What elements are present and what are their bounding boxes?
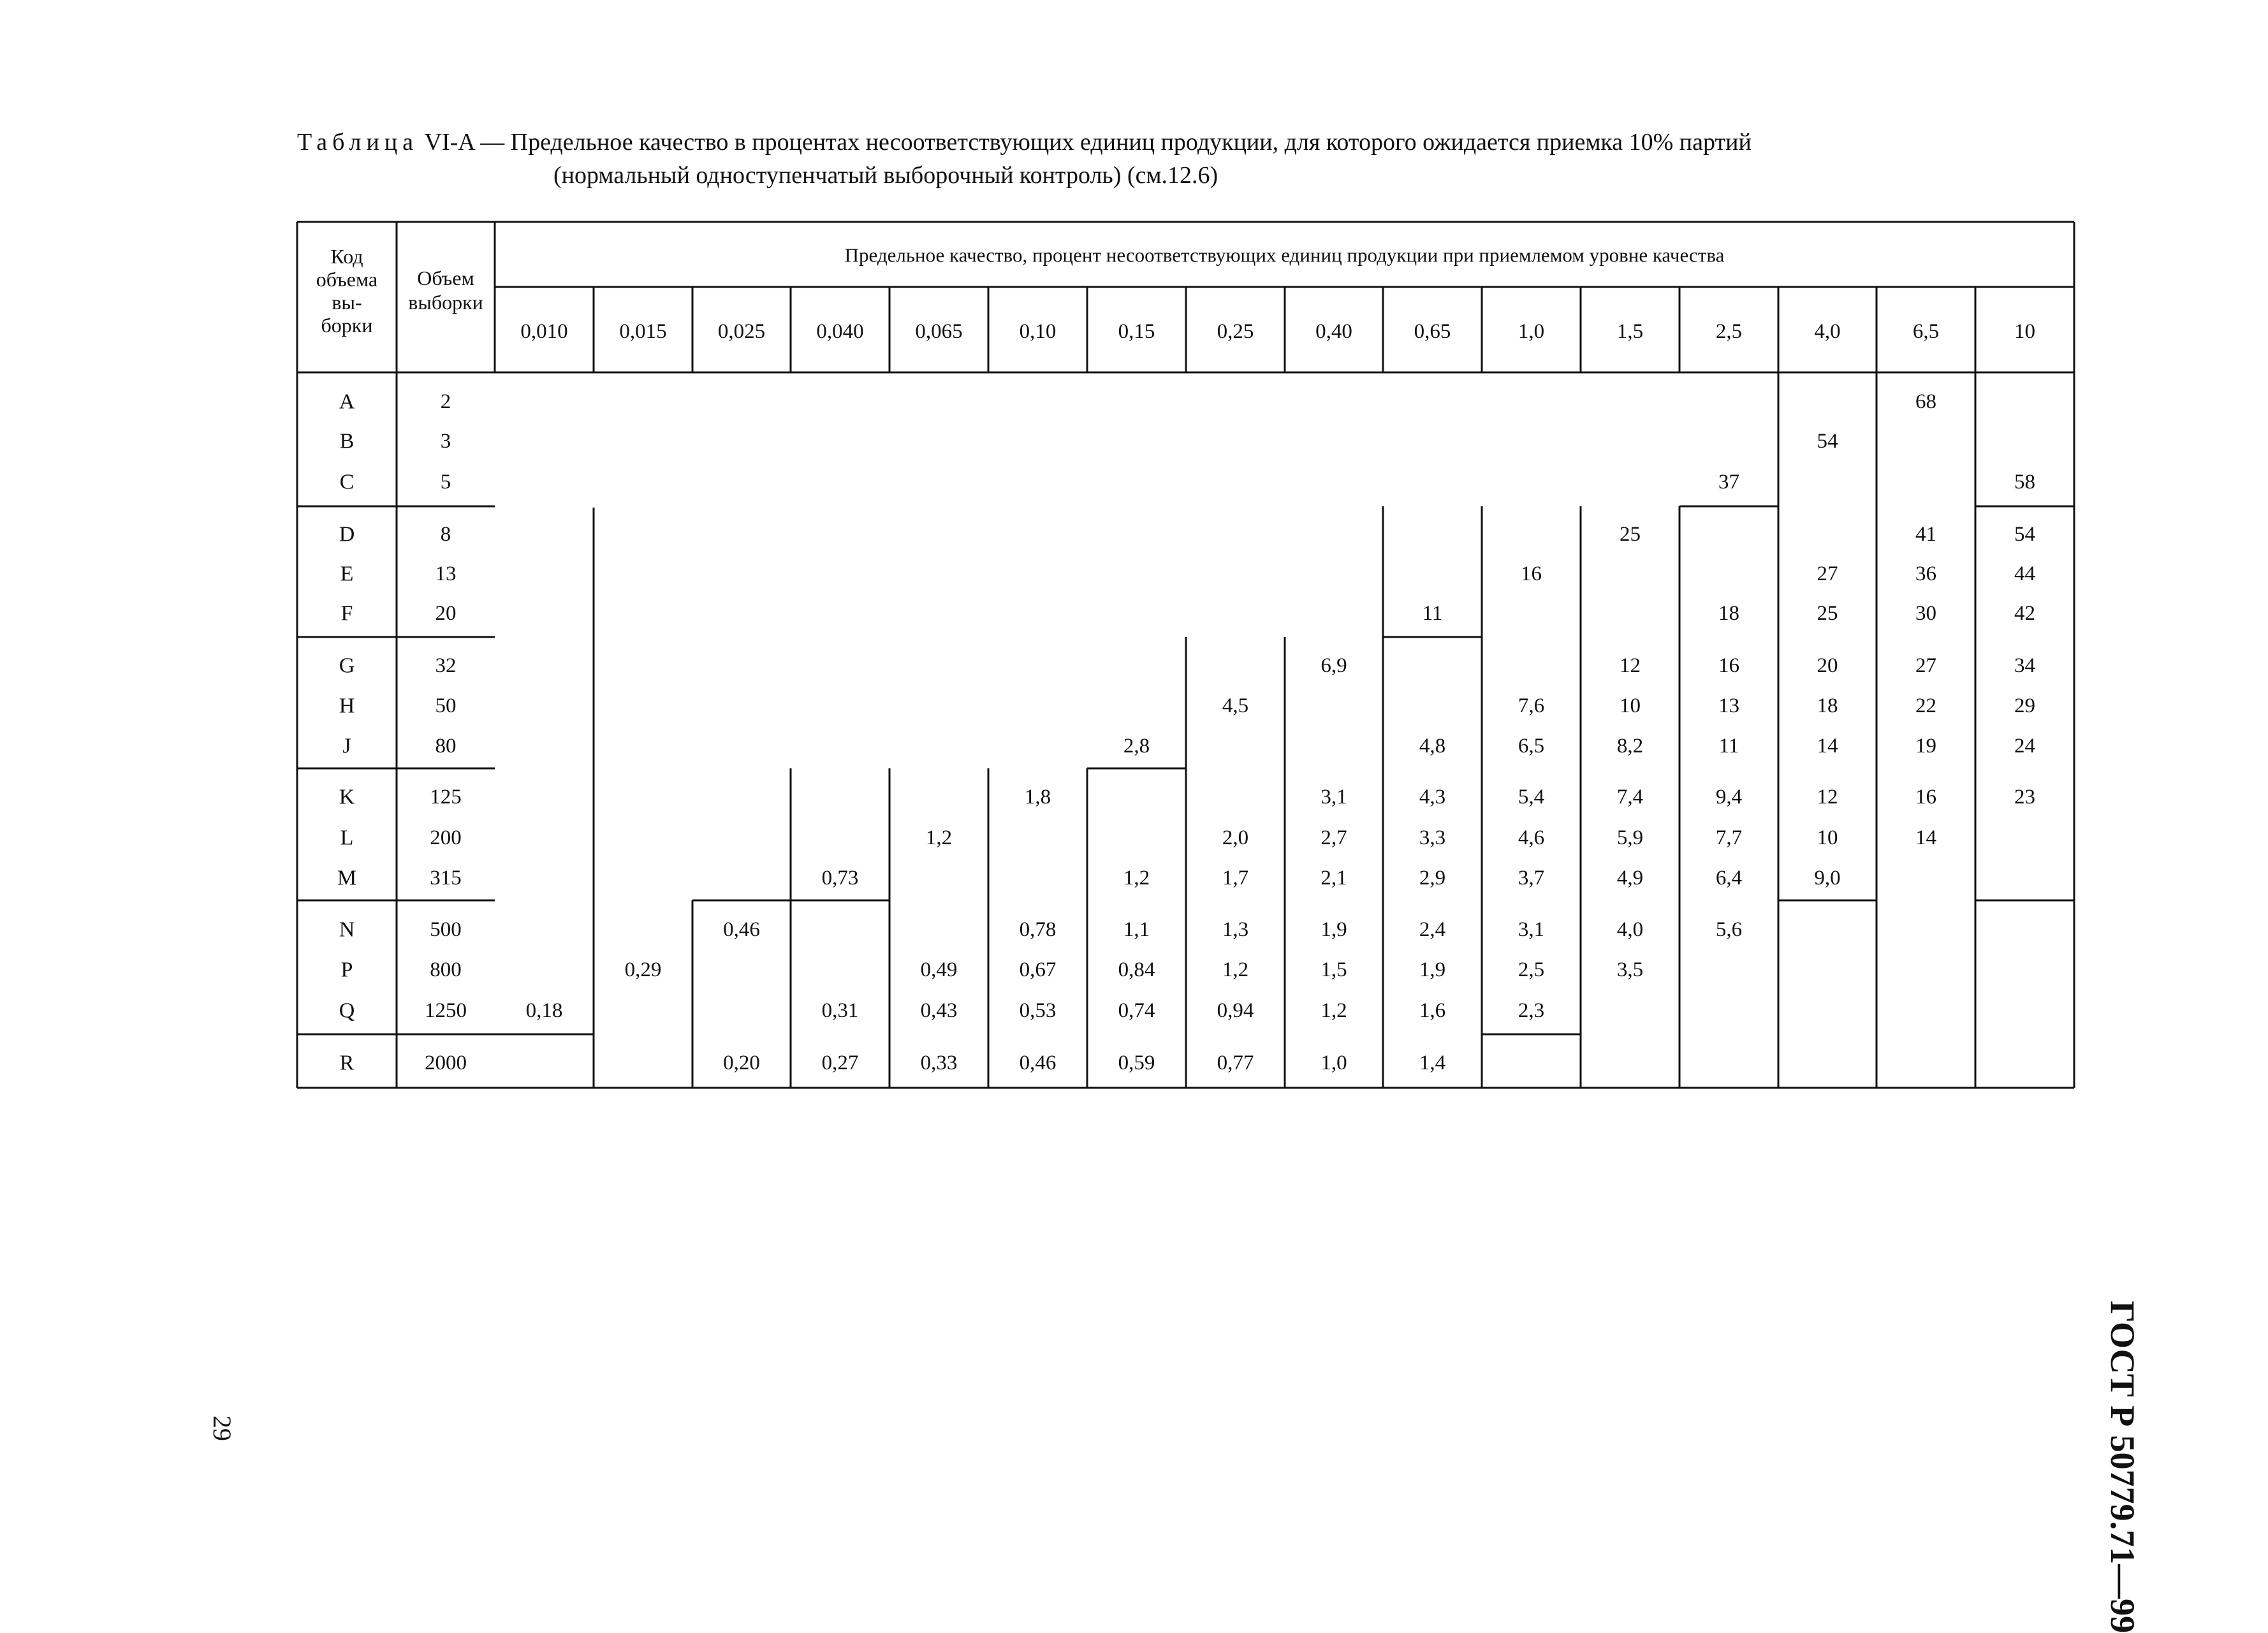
table-cell-value: 3,3 [1419, 826, 1446, 849]
table-cell-value: 1,3 [1222, 918, 1249, 941]
table-cell-value: 12 [1817, 786, 1838, 809]
header-aql-level: 6,5 [1912, 320, 1940, 343]
table-cell-value: 1,9 [1321, 918, 1347, 941]
row-code: Q [339, 999, 355, 1023]
header-aql-level: 0,025 [717, 320, 766, 343]
header-aql-level: 2,5 [1715, 320, 1743, 343]
table-cell-value: 14 [1915, 826, 1936, 849]
table-cell-value: 30 [1915, 602, 1936, 625]
table-cell-value: 22 [1915, 694, 1936, 717]
table-cell-value: 14 [1817, 735, 1838, 758]
table-cell-value: 11 [1422, 602, 1443, 625]
table-cell-value: 1,0 [1321, 1051, 1347, 1074]
row-sample-size: 1250 [425, 999, 467, 1022]
table-cell-value: 5,9 [1616, 826, 1644, 849]
table-cell-value: 0,78 [1019, 918, 1057, 941]
table-cell-value: 1,7 [1222, 867, 1249, 890]
table-cell-value: 3,1 [1321, 786, 1347, 809]
row-sample-size: 2 [440, 390, 451, 413]
table-cell-value: 0,59 [1118, 1051, 1155, 1074]
table-cell-value: 0,18 [525, 999, 563, 1022]
row-code: P [340, 958, 353, 982]
table-cell-value: 0,31 [821, 999, 859, 1022]
header-group-label: Предельное качество, процент несоответствующих единиц продукции при приемлемом уровне качества [844, 244, 1725, 267]
table-cell-value: 54 [1817, 430, 1838, 453]
table-caption-line2: (нормальный одноступенчатый выборочный контроль) (см.12.6) [553, 162, 1218, 189]
header-aql-level: 1,5 [1616, 320, 1644, 343]
row-code: A [339, 390, 355, 414]
table-cell-value: 10 [1817, 826, 1838, 849]
row-code: F [340, 601, 353, 626]
table-cell-value: 0,53 [1019, 999, 1057, 1022]
header-aql-level: 1,0 [1518, 320, 1545, 343]
table-cell-value: 44 [2014, 562, 2035, 585]
table-cell-value: 9,4 [1715, 786, 1743, 809]
table-cell-value: 2,5 [1518, 958, 1545, 981]
table-cell-value: 0,77 [1217, 1051, 1254, 1074]
table-cell-value: 16 [1521, 562, 1542, 585]
table-cell-value: 2,9 [1419, 867, 1446, 890]
table-cell-value: 0,74 [1118, 999, 1155, 1022]
table-cell-value: 16 [1718, 654, 1739, 677]
table-cell-value: 37 [1718, 471, 1739, 494]
table-cell-value: 6,5 [1518, 735, 1545, 758]
table-cell-value: 54 [2014, 523, 2035, 546]
table-cell-value: 18 [1718, 602, 1739, 625]
table-cell-value: 19 [1915, 735, 1936, 758]
table-cell-value: 0,94 [1217, 999, 1254, 1022]
row-code: R [339, 1051, 355, 1075]
table-cell-value: 1,2 [925, 826, 953, 849]
table-cell-value: 1,2 [1222, 958, 1249, 981]
table-cell-value: 0,46 [1019, 1051, 1057, 1074]
header-size-label: Объем [417, 267, 474, 289]
table-cell-value: 8,2 [1616, 735, 1644, 758]
table-cell-value: 2,1 [1321, 867, 1347, 890]
table-cell-value: 7,4 [1616, 786, 1644, 809]
page-number: 29 [208, 1416, 237, 1441]
table-cell-value: 27 [1817, 562, 1838, 585]
table-cell-value: 4,8 [1419, 735, 1446, 758]
row-sample-size: 315 [430, 867, 462, 890]
row-code: D [339, 522, 355, 546]
row-sample-size: 125 [430, 786, 462, 809]
header-aql-level: 0,40 [1315, 320, 1352, 343]
table-cell-value: 11 [1718, 735, 1739, 758]
header-aql-level: 0,65 [1414, 320, 1451, 343]
row-sample-size: 20 [435, 602, 457, 625]
header-aql-level: 0,040 [816, 320, 864, 343]
table-cell-value: 6,4 [1715, 867, 1743, 890]
header-code-label: вы- [332, 291, 362, 314]
header-aql-level: 0,15 [1118, 320, 1155, 343]
table-cell-value: 5,6 [1715, 918, 1743, 941]
row-code: M [337, 866, 357, 890]
table-cell-value: 3,7 [1518, 867, 1545, 890]
row-sample-size: 13 [435, 562, 457, 585]
table-cell-value: 34 [2014, 654, 2035, 677]
table-cell-value: 1,6 [1419, 999, 1446, 1022]
table-cell-value: 1,2 [1321, 999, 1347, 1022]
row-code: E [340, 562, 354, 586]
header-size-label: выборки [408, 291, 483, 314]
table-cell-value: 23 [2014, 786, 2035, 809]
table-cell-value: 2,8 [1123, 735, 1150, 758]
table-cell-value: 13 [1718, 694, 1739, 717]
table-cell-value: 1,1 [1123, 918, 1150, 941]
header-aql-level: 4,0 [1814, 320, 1841, 343]
table-cell-value: 41 [1915, 523, 1936, 546]
table-cell-value: 68 [1915, 390, 1936, 413]
row-sample-size: 500 [430, 918, 462, 941]
table-cell-value: 4,0 [1616, 918, 1644, 941]
table-cell-value: 16 [1915, 786, 1936, 809]
table-cell-value: 0,49 [920, 958, 958, 981]
table-cell-value: 7,6 [1518, 694, 1545, 717]
table-cell-value: 0,43 [920, 999, 958, 1022]
table-cell-value: 25 [1817, 602, 1838, 625]
header-code-label: Код [330, 245, 363, 268]
table-cell-value: 0,29 [624, 958, 662, 981]
header-aql-level: 0,010 [520, 320, 568, 343]
table-cell-value: 18 [1817, 694, 1838, 717]
table-cell-value: 0,20 [723, 1051, 760, 1074]
table-cell-value: 2,4 [1419, 918, 1446, 941]
header-aql-level: 0,065 [915, 320, 963, 343]
table-cell-value: 0,46 [723, 918, 760, 941]
table-cell-value: 25 [1620, 523, 1641, 546]
header-code-label: борки [321, 314, 373, 337]
row-code: K [339, 785, 355, 809]
row-sample-size: 32 [435, 654, 457, 677]
header-code-label: объема [316, 268, 378, 291]
table-cell-value: 9,0 [1814, 867, 1841, 890]
table-cell-value: 58 [2014, 471, 2035, 494]
header-aql-level: 10 [2014, 320, 2035, 343]
row-code: J [342, 734, 351, 758]
table-cell-value: 4,9 [1616, 867, 1644, 890]
document-standard-title: ГОСТ Р 50779.71—99 [2103, 1301, 2142, 1633]
table-cell-value: 36 [1915, 562, 1936, 585]
table-cell-value: 1,2 [1123, 867, 1150, 890]
row-sample-size: 3 [440, 430, 451, 453]
header-aql-level: 0,015 [619, 320, 667, 343]
table-cell-value: 0,27 [821, 1051, 859, 1074]
table-cell-value: 0,67 [1019, 958, 1057, 981]
table-caption-label: Таблица [297, 129, 419, 156]
table-cell-value: 2,7 [1321, 826, 1347, 849]
table-cell-value: 10 [1620, 694, 1641, 717]
row-sample-size: 80 [435, 735, 457, 758]
table-cell-value: 1,9 [1419, 958, 1446, 981]
table-caption-text: VI-A — Предельное качество в процентах несоответствующих единиц продукции, для которого ожидается приемка 10% партий [424, 129, 1752, 156]
table-cell-value: 2,0 [1222, 826, 1249, 849]
table-cell-value: 42 [2014, 602, 2035, 625]
table-cell-value: 1,8 [1024, 786, 1051, 809]
row-sample-size: 50 [435, 694, 457, 717]
table-cell-value: 6,9 [1321, 654, 1347, 677]
table-cell-value: 4,6 [1518, 826, 1545, 849]
row-code: C [339, 470, 355, 494]
table-cell-value: 24 [2014, 735, 2035, 758]
table-cell-value: 0,73 [821, 867, 859, 890]
table-cell-value: 4,3 [1419, 786, 1446, 809]
row-code: N [339, 918, 355, 942]
table-cell-value: 3,5 [1616, 958, 1644, 981]
row-sample-size: 2000 [425, 1051, 467, 1074]
table-cell-value: 7,7 [1715, 826, 1743, 849]
table-cell-value: 2,3 [1518, 999, 1545, 1022]
row-code: H [339, 694, 355, 718]
table-cell-value: 0,84 [1118, 958, 1155, 981]
table-cell-value: 20 [1817, 654, 1838, 677]
row-sample-size: 8 [440, 523, 451, 546]
table-cell-value: 1,4 [1419, 1051, 1446, 1074]
table-cell-value: 12 [1620, 654, 1641, 677]
row-code: L [340, 826, 354, 850]
table-cell-value: 5,4 [1518, 786, 1545, 809]
table-cell-value: 27 [1915, 654, 1936, 677]
table-cell-value: 0,33 [920, 1051, 958, 1074]
table-cell-value: 3,1 [1518, 918, 1545, 941]
table-cell-value: 29 [2014, 694, 2035, 717]
header-aql-level: 0,10 [1019, 320, 1057, 343]
header-aql-level: 0,25 [1217, 320, 1254, 343]
table-cell-value: 1,5 [1321, 958, 1347, 981]
row-sample-size: 200 [430, 826, 462, 849]
row-code: G [339, 654, 355, 678]
table-cell-value: 4,5 [1222, 694, 1249, 717]
row-code: B [339, 429, 355, 453]
row-sample-size: 5 [440, 471, 451, 494]
row-sample-size: 800 [430, 958, 462, 981]
